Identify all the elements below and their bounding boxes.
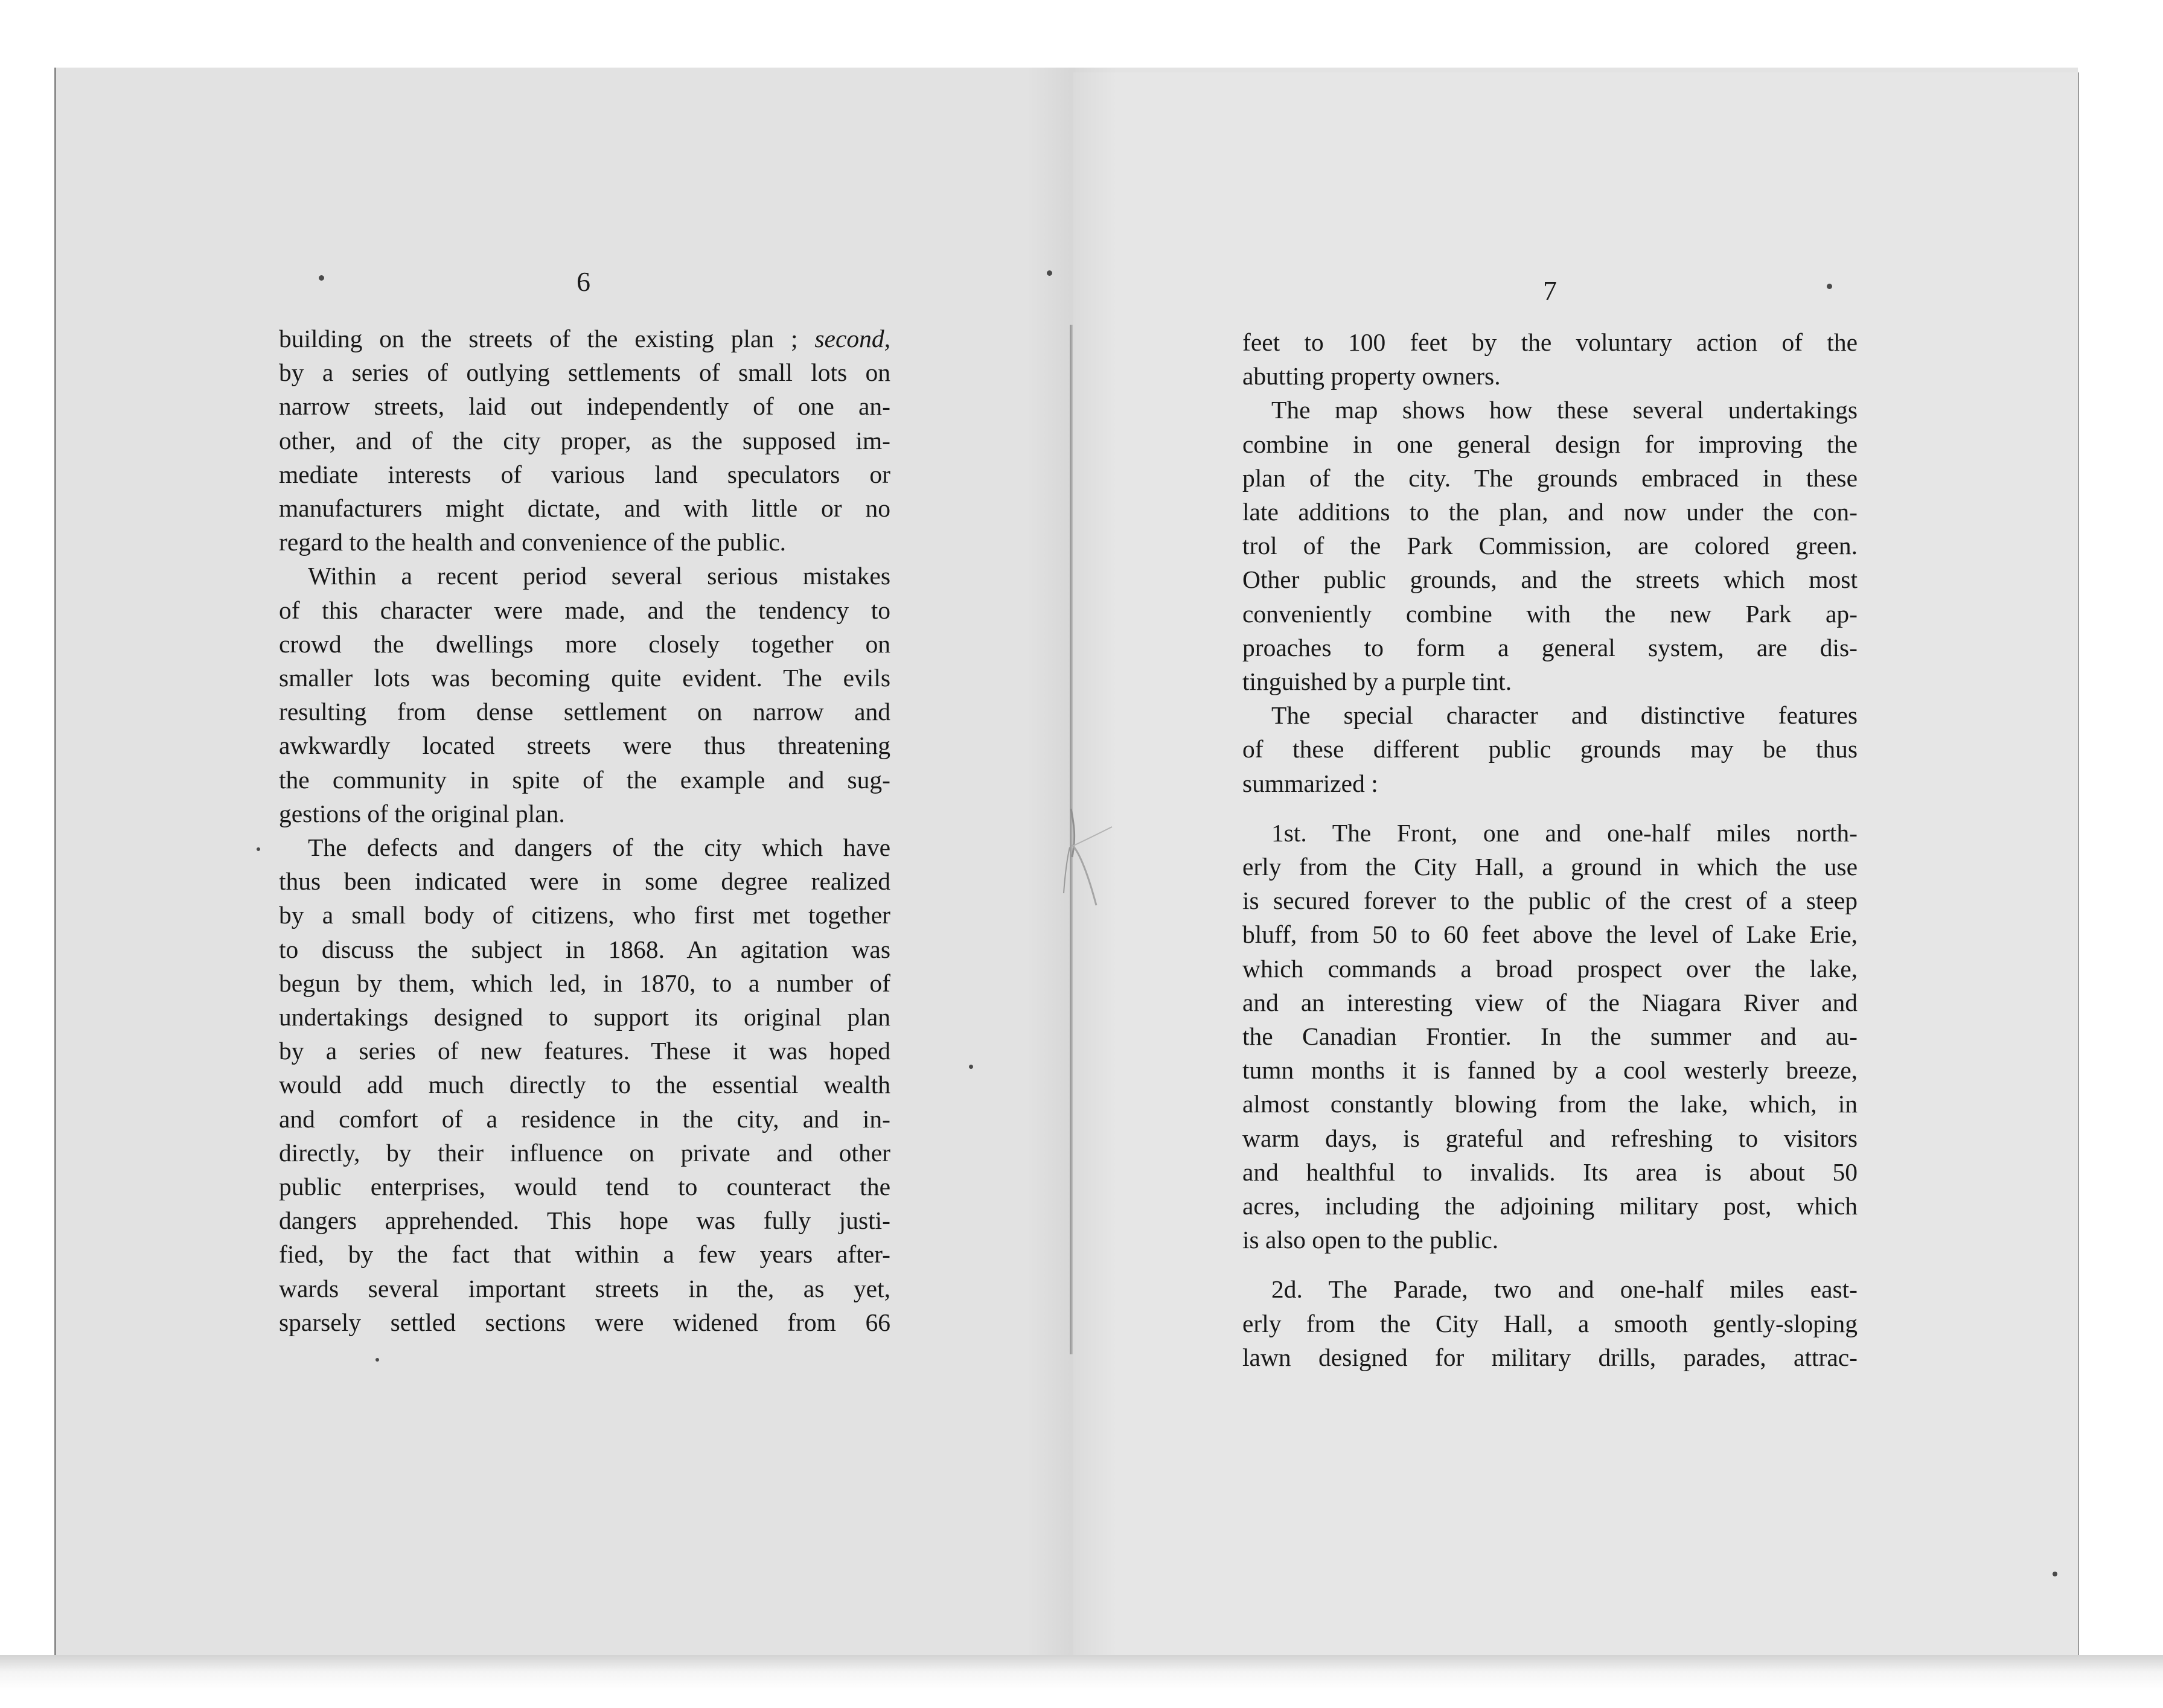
text-line: erly from the City Hall, a ground in which the use	[1242, 853, 1858, 881]
text-line: The map shows how these several undertakings	[1271, 396, 1858, 424]
text-line: summarized :	[1242, 769, 1378, 797]
text-line: lawn designed for military drills, parades, attrac-	[1242, 1343, 1858, 1371]
text-line: tinguished by a purple tint.	[1242, 668, 1512, 696]
scan-bottom-edge	[0, 1655, 2163, 1708]
text-line: acres, including the adjoining military post, which	[1242, 1192, 1858, 1220]
speck	[969, 1065, 973, 1069]
text-line: manufacturers might dictate, and with little or no	[279, 494, 890, 523]
text-line: directly, by their influence on private and other	[279, 1138, 890, 1167]
text-line: crowd the dwellings more closely together on	[279, 629, 890, 658]
left-page-number: 6	[577, 266, 590, 297]
thread-knot-icon	[1054, 803, 1126, 911]
text-line: is also open to the public.	[1242, 1226, 1499, 1254]
text-line: feet to 100 feet by the voluntary action of the	[1242, 328, 1858, 356]
paragraph-gap	[1242, 800, 1858, 816]
text-line: of this character were made, and the tendency to	[279, 596, 890, 624]
text-line: to discuss the subject in 1868. An agitation was	[279, 935, 890, 963]
text-line: trol of the Park Commission, are colored green.	[1242, 532, 1858, 560]
text-line: and healthful to invalids. Its area is about 50	[1242, 1158, 1858, 1186]
text-line: by a series of outlying settlements of small lots on	[279, 358, 890, 387]
text-line: sparsely settled sections were widened from 66	[279, 1308, 890, 1336]
text-line: The special character and distinctive features	[1271, 701, 1858, 730]
text-line: by a small body of citizens, who first met together	[279, 901, 890, 929]
text-line: abutting property owners.	[1242, 362, 1501, 390]
speck	[319, 275, 324, 281]
text-line: dangers apprehended. This hope was fully justi-	[279, 1206, 890, 1235]
paragraph-gap	[1242, 1257, 1858, 1272]
text-line: is secured forever to the public of the crest of a steep	[1242, 887, 1858, 915]
speck	[1047, 270, 1052, 276]
text-line: which commands a broad prospect over the lake,	[1242, 954, 1858, 983]
text-line: conveniently combine with the new Park ap-	[1242, 599, 1858, 628]
text-line: the Canadian Frontier. In the summer and au-	[1242, 1022, 1858, 1051]
text-line: narrow streets, laid out independently of one an-	[279, 392, 890, 421]
text-line: fied, by the fact that within a few years after-	[279, 1240, 890, 1269]
left-page-text	[279, 322, 890, 1339]
text-line: would add much directly to the essential wealth	[279, 1071, 890, 1099]
text-line: bluff, from 50 to 60 feet above the level of Lake Erie,	[1242, 920, 1858, 949]
text-line: tumn months it is fanned by a cool westerly breeze,	[1242, 1056, 1858, 1085]
right-page-text	[1242, 325, 1858, 1374]
text-line: begun by them, which led, in 1870, to a number of	[279, 969, 890, 997]
text-line: building on the streets of the existing plan ; second,	[279, 325, 890, 352]
text-line: combine in one general design for improving the	[1242, 430, 1858, 458]
italic-word: second,	[814, 325, 890, 352]
speck	[257, 847, 260, 851]
text-line: of these different public grounds may be thus	[1242, 735, 1858, 763]
text-line: smaller lots was becoming quite evident. The evils	[279, 664, 890, 692]
text-line: public enterprises, would tend to counteract the	[279, 1173, 890, 1201]
right-page-number: 7	[1543, 275, 1557, 306]
text-line: Other public grounds, and the streets which most	[1242, 566, 1858, 594]
text-line: undertakings designed to support its original plan	[279, 1003, 890, 1031]
text-line: awkwardly located streets were thus threatening	[279, 731, 890, 760]
text-line: late additions to the plan, and now under the con-	[1242, 498, 1858, 526]
speck	[1827, 284, 1832, 289]
text-line: The defects and dangers of the city which have	[308, 833, 890, 862]
text-line: wards several important streets in the, as yet,	[279, 1274, 890, 1302]
text-line: 2d. The Parade, two and one-half miles east-	[1271, 1275, 1858, 1304]
text-line: Within a recent period several serious mistakes	[308, 562, 890, 590]
text-line: warm days, is grateful and refreshing to visitors	[1242, 1124, 1858, 1152]
speck	[2053, 1572, 2057, 1576]
text-line: by a series of new features. These it was hoped	[279, 1037, 890, 1065]
speck	[375, 1358, 379, 1362]
text-line: erly from the City Hall, a smooth gently-sloping	[1242, 1309, 1858, 1337]
text-line: proaches to form a general system, are dis-	[1242, 633, 1858, 661]
text-line: other, and of the city proper, as the supposed im-	[279, 426, 890, 454]
text-line: 1st. The Front, one and one-half miles north-	[1271, 818, 1858, 847]
text-line: and an interesting view of the Niagara River and	[1242, 988, 1858, 1016]
text-line: regard to the health and convenience of the public.	[279, 528, 787, 556]
text-line: gestions of the original plan.	[279, 799, 565, 827]
text-line: thus been indicated were in some degree realized	[279, 867, 890, 896]
text-line: the community in spite of the example and sug-	[279, 765, 890, 794]
text-line: resulting from dense settlement on narrow and	[279, 698, 890, 726]
text-line: almost constantly blowing from the lake, which, in	[1242, 1090, 1858, 1118]
text-line: plan of the city. The grounds embraced in these	[1242, 464, 1858, 492]
text-line: mediate interests of various land speculators or	[279, 460, 890, 488]
text-line: and comfort of a residence in the city, and in-	[279, 1104, 890, 1133]
